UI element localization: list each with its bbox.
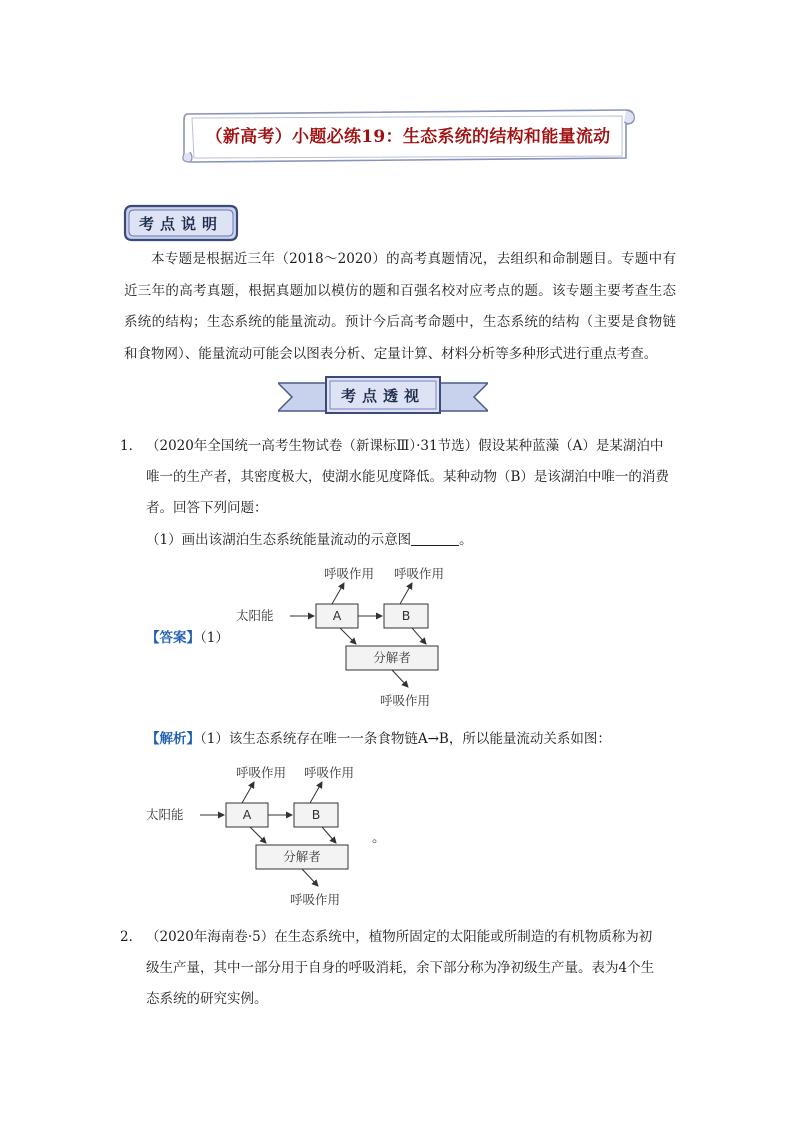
q2-line1: （2020年海南卷·5）在生态系统中，植物所固定的太阳能或所制造的有机物质称为初 bbox=[146, 929, 653, 945]
q1-number: 1． bbox=[120, 438, 143, 454]
answer-text: （1） bbox=[200, 630, 229, 646]
q2-line2: 级生产量，其中一部分用于自身的呼吸消耗，余下部分称为净初级生产量。表为4个生 bbox=[146, 960, 655, 976]
energy-flow-diagram-answer bbox=[232, 563, 466, 713]
resp-label-a: 呼吸作用 bbox=[324, 566, 375, 581]
sun-label: 太阳能 bbox=[236, 608, 274, 623]
sun-label: 太阳能 bbox=[146, 807, 184, 822]
answer-row bbox=[146, 626, 229, 646]
section-ribbon-label: 考点透视 bbox=[340, 386, 425, 405]
page-title: （新高考）小题必练19：生态系统的结构和能量流动 bbox=[205, 126, 611, 147]
arrow-a-decomposer bbox=[340, 628, 356, 644]
arrow-a-resp bbox=[332, 583, 344, 604]
box-b-label: B bbox=[401, 608, 411, 623]
section-ribbon-insight bbox=[278, 373, 488, 417]
box-a-label: A bbox=[332, 608, 342, 623]
section-badge-explanation bbox=[122, 203, 240, 243]
resp-label-b: 呼吸作用 bbox=[304, 765, 355, 780]
resp-label-a: 呼吸作用 bbox=[236, 765, 287, 780]
energy-flow-diagram-analysis bbox=[144, 762, 378, 912]
analysis-text: （1）该生态系统存在唯一一条食物链A→B，所以能量流动关系如图： bbox=[200, 731, 611, 747]
analysis-label: 【解析】 bbox=[146, 731, 200, 747]
q2-line3: 态系统的研究实例。 bbox=[146, 991, 268, 1007]
arrow-b-decomposer bbox=[322, 827, 336, 843]
q1-sub1-text: （1）画出该湖泊生态系统能量流动的示意图 bbox=[146, 532, 412, 548]
answer-label: 【答案】 bbox=[146, 630, 200, 646]
q2-number: 2． bbox=[120, 929, 143, 945]
arrow-decomposer-resp bbox=[302, 869, 318, 886]
answer-blank bbox=[411, 532, 459, 546]
intro-paragraph: 本专题是根据近三年（2018～2020）的高考真题情况，去组织和命制题目。专题中有近三年的高考真题，根据真题加以模仿的题和百强名校对应考点的题。该专题主要考查生态系统的结构；生态系统的能量流动。预计今后高考命题中，生态系统的结构（主要是食物链和食物网）、能量流动可能会以图表分析、定量计算、材料分析等多种形式进行重点考查。 bbox=[124, 251, 676, 362]
arrow-b-resp bbox=[310, 782, 322, 803]
box-b-label: B bbox=[311, 807, 321, 822]
q1-sub1-end: 。 bbox=[459, 532, 473, 548]
section-badge-label: 考点说明 bbox=[138, 214, 223, 233]
arrow-b-resp bbox=[400, 583, 412, 604]
box-decomposer-label: 分解者 bbox=[373, 650, 411, 665]
arrow-a-resp bbox=[242, 782, 254, 803]
arrow-b-decomposer bbox=[412, 628, 426, 644]
box-decomposer-label: 分解者 bbox=[283, 849, 321, 864]
resp-label-b: 呼吸作用 bbox=[394, 566, 445, 581]
analysis-end: 。 bbox=[372, 830, 386, 846]
analysis-row bbox=[146, 727, 611, 747]
resp-label-decomposer: 呼吸作用 bbox=[290, 892, 341, 907]
arrow-decomposer-resp bbox=[392, 670, 408, 687]
q1-line3: 者。回答下列问题： bbox=[146, 500, 268, 516]
q1-line1: （2020年全国统一高考生物试卷（新课标Ⅲ）·31节选）假设某种蓝藻（A）是某湖泊中 bbox=[146, 438, 664, 454]
q1-sub1 bbox=[146, 528, 473, 548]
resp-label-decomposer: 呼吸作用 bbox=[380, 693, 431, 708]
box-a-label: A bbox=[242, 807, 252, 822]
arrow-a-decomposer bbox=[250, 827, 266, 843]
title-banner bbox=[178, 104, 638, 164]
q1-line2: 唯一的生产者，其密度极大，使湖水能见度降低。某种动物（B）是该湖泊中唯一的消费 bbox=[146, 469, 669, 485]
